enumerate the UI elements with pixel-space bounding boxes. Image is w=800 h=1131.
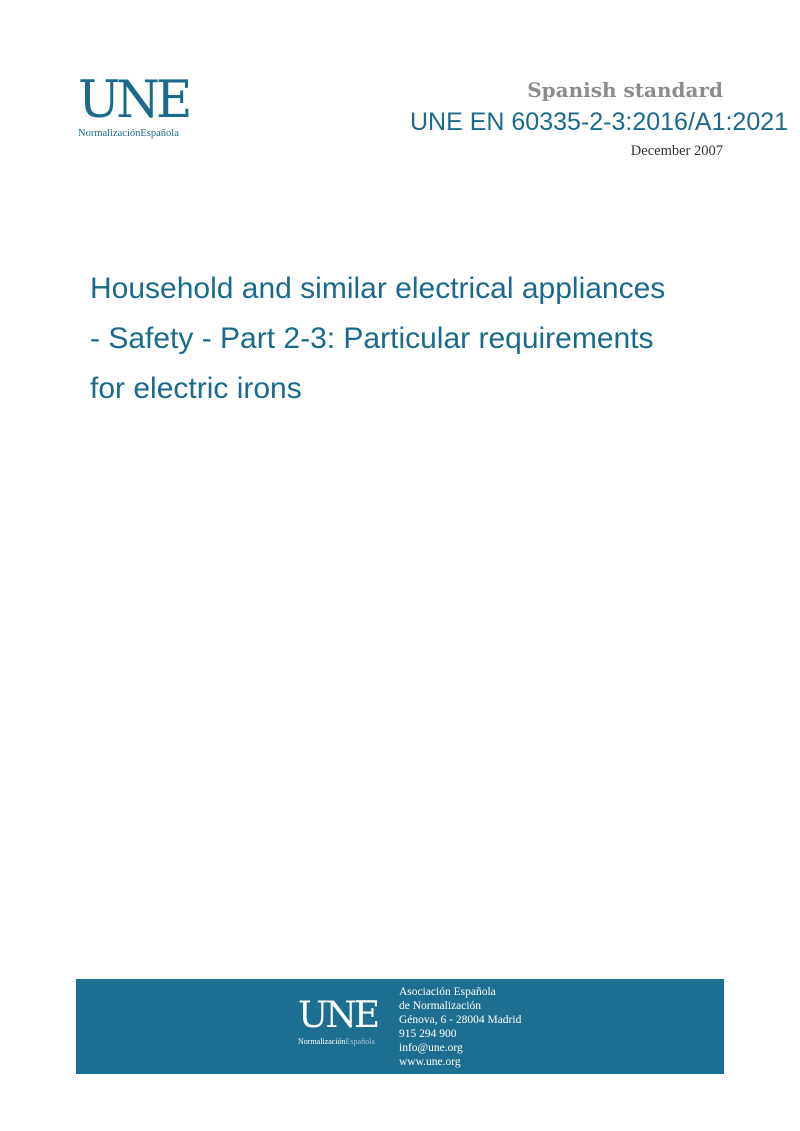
logo-wordmark: UNE	[78, 69, 189, 130]
standard-kind-label: Spanish standard	[527, 78, 723, 102]
address-street: Génova, 6 - 28004 Madrid	[399, 1014, 522, 1026]
une-logo-footer	[298, 995, 388, 1048]
footer-logo-subtitle-secondary: Española	[345, 1037, 375, 1046]
address-email-link[interactable]: info@une.org	[399, 1042, 463, 1054]
une-logo-header	[78, 69, 198, 144]
logo-subtitle	[78, 128, 198, 139]
standard-code: UNE EN 60335-2-3:2016/A1:2021	[410, 108, 789, 136]
title-line: - Safety - Part 2-3: Particular requirements	[90, 322, 654, 355]
address-organization: Asociación Española	[399, 986, 496, 998]
footer-banner	[76, 979, 724, 1074]
standard-date: December 2007	[630, 143, 723, 159]
footer-address	[399, 985, 521, 1069]
address-website-link[interactable]: www.une.org	[399, 1056, 461, 1068]
address-organization-cont: de Normalización	[399, 1000, 482, 1012]
logo-subtitle-secondary: Española	[140, 128, 179, 139]
document-title	[90, 264, 750, 414]
footer-logo-subtitle-primary: Normalización	[298, 1037, 346, 1046]
footer-logo-wordmark: UNE	[298, 995, 378, 1036]
title-line: Household and similar electrical appliances	[90, 272, 666, 305]
address-phone: 915 294 900	[399, 1028, 457, 1040]
footer-logo-subtitle	[298, 1037, 388, 1046]
logo-subtitle-primary: Normalización	[78, 128, 141, 139]
title-line: for electric irons	[90, 372, 302, 405]
